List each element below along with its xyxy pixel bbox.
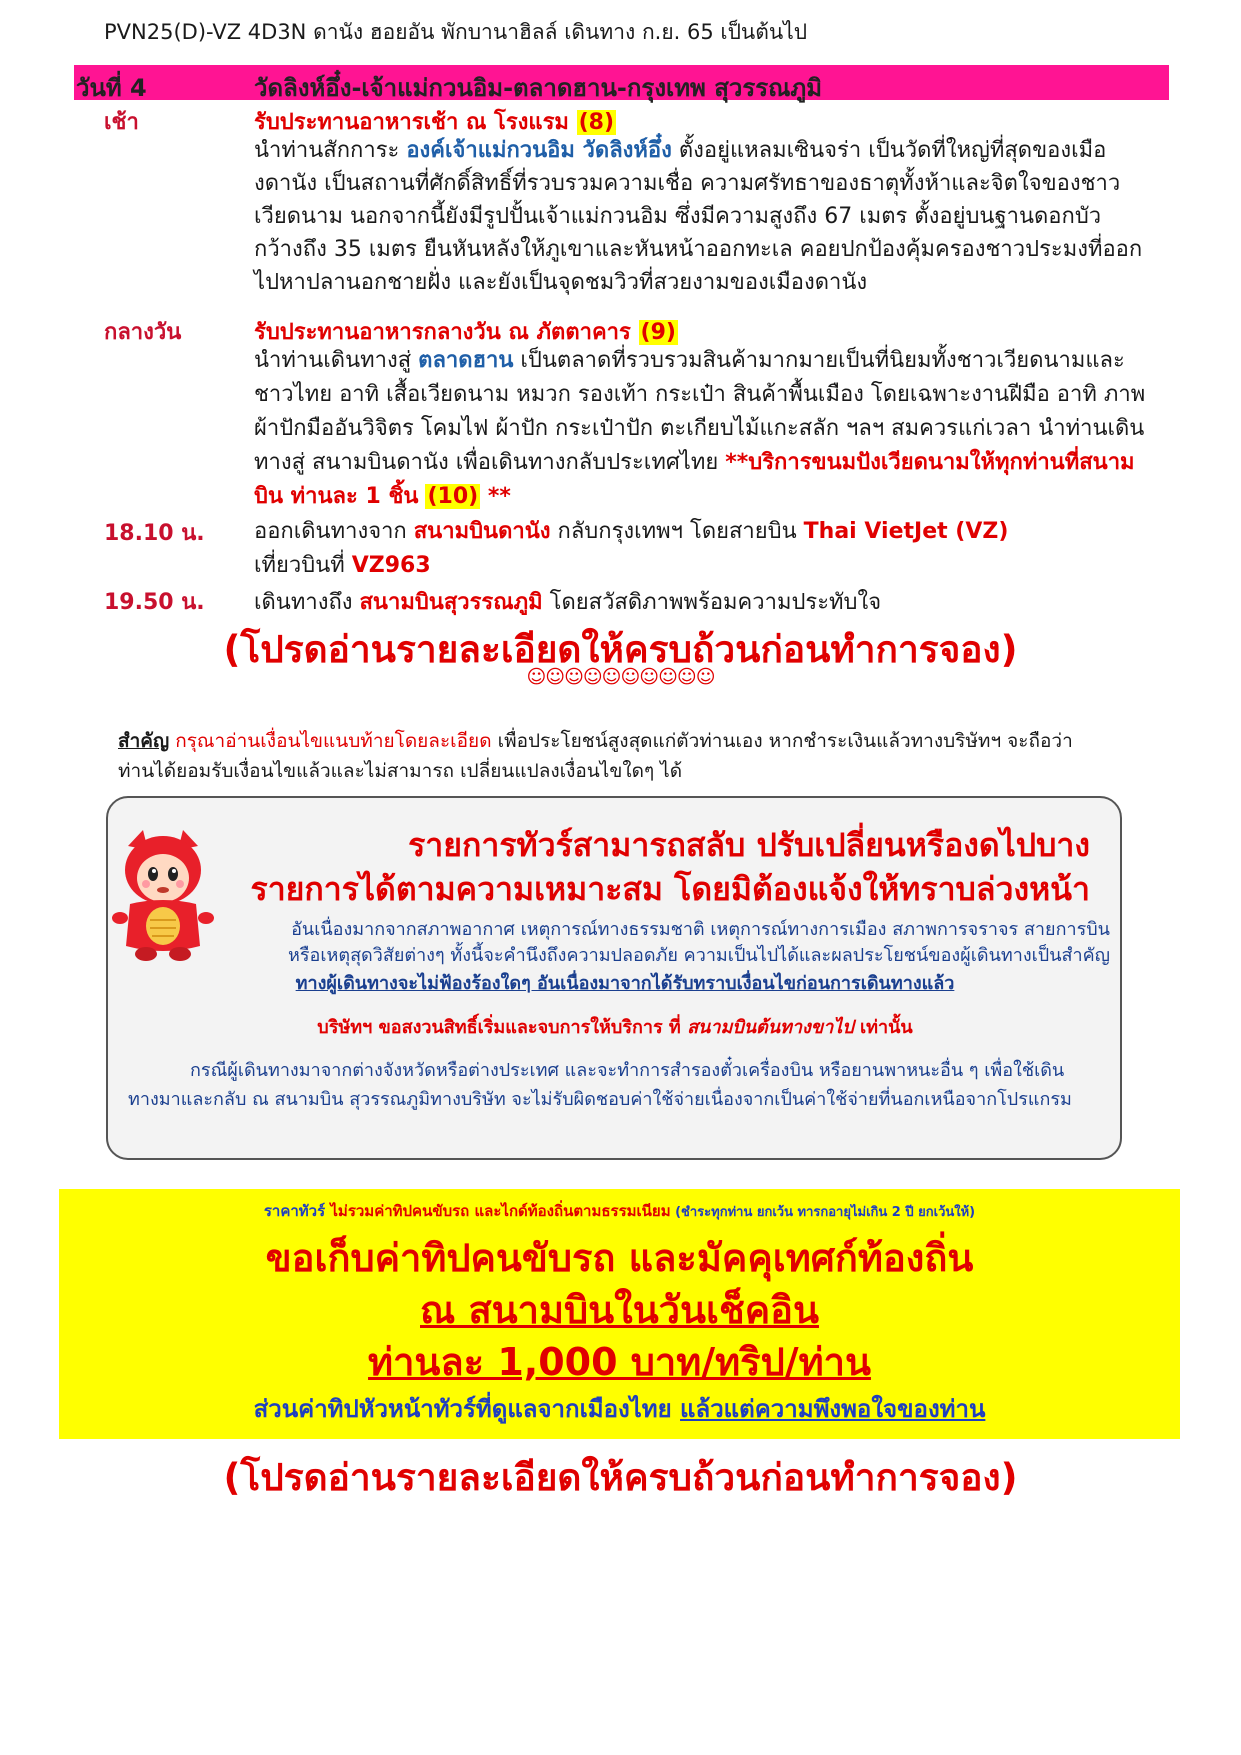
- lunch-paragraph: นำท่านเดินทางสู่ ตลาดฮาน เป็นตลาดที่รวบรวมสินค้ามากมายเป็นที่นิยมทั้งชาวเวียดนามและชาวไทย อาทิ เสื้อเวียดนาม หมวก รองเท้า กระเป๋า สินค้าพื้นเมือง โดยเฉพาะงานฝีมือ อาทิ ภาพผ้าปักมืออันวิจิตร โคมไฟ ผ้าปัก กระเป๋าปัก ตะเกียบไม้แกะสลัก ฯลฯ สมควรแก่เวลา นำท่านเดินทางสู่ สนามบินดานัง เพื่อเดินทางกลับประเทศไทย **บริการขนมปังเวียดนามให้ทุกท่านที่สนามบิน ท่านละ 1 ชิ้น (10) **: [254, 348, 1146, 509]
- box-line-2: หรือเหตุสุดวิสัยต่างๆ ทั้งนี้จะคำนึงถึงความปลอดภัย ความเป็นไปได้และผลประโยชน์ของผู้เดินทางเป็นสำคัญ: [288, 945, 1110, 966]
- doc-header: PVN25(D)-VZ 4D3N ดานัง ฮอยอัน พักบานาฮิลล์ เดินทาง ก.ย. 65 เป็นต้นไป: [104, 20, 808, 44]
- box-title-1: รายการทัวร์สามารถสลับ ปรับเปลี่ยนหรืองดไปบาง: [408, 826, 1090, 864]
- important-note: สำคัญ กรุณาอ่านเงื่อนไขแนบท้ายโดยละเอียด เพื่อประโยชน์สูงสุดแก่ตัวท่านเอง หากชำระเงินแล้วทางบริษัทฯ จะถือว่าท่านได้ยอมรับเงื่อนไขแล้วและไม่สามารถ เปลี่ยนแปลงเงื่อนไขใดๆ ได้: [118, 730, 1073, 782]
- box-paragraph: กรณีผู้เดินทางมาจากต่างจังหวัดหรือต่างประเทศ และจะทำการสำรองตั๋วเครื่องบิน หรือยานพาหนะอื่น ๆ เพื่อใช้เดินทางมาและกลับ ณ สนามบิน สุวรรณภูมิทางบริษัท จะไม่รับผิดชอบค่าใช้จ่ายเนื่องจากเป็นค่าใช้จ่ายที่นอกเหนือจากโปรแกรม: [128, 1060, 1072, 1110]
- morning-meal: รับประทานอาหารเช้า ณ โรงแรม (8): [254, 110, 615, 135]
- flight-number: VZ963: [351, 553, 431, 578]
- flight1-text: ออกเดินทางจาก สนามบินดานัง กลับกรุงเทพฯ โดยสายบิน Thai VietJet (VZ) เที่ยวบินที่ VZ963: [254, 519, 1009, 578]
- meal-number: (10): [427, 484, 479, 509]
- box-title-2: รายการได้ตามความเหมาะสม โดยมิต้องแจ้งให้ทราบล่วงหน้า: [250, 870, 1090, 908]
- place-highlight: ตลาดฮาน: [418, 348, 514, 373]
- airline-name: Thai VietJet (VZ): [803, 519, 1009, 544]
- flight2-time: 19.50 น.: [104, 590, 205, 615]
- box-line-3: ทางผู้เดินทางจะไม่ฟ้องร้องใดๆ อันเนื่องมาจากได้รับทราบเงื่อนไขก่อนการเดินทางแล้ว: [295, 973, 955, 994]
- read-notice: (โปรดอ่านรายละเอียดให้ครบถ้วนก่อนทำการจอง): [223, 628, 1018, 671]
- tip-last-line: ส่วนค่าทิปหัวหน้าทัวร์ที่ดูแลจากเมืองไทย แล้วแต่ความพึงพอใจของท่าน: [253, 1395, 986, 1423]
- box-line-1: อันเนื่องมากจากสภาพอากาศ เหตุการณ์ทางธรรมชาติ เหตุการณ์ทางการเมือง สภาพการจราจร สายการบิน: [291, 919, 1110, 940]
- meal-number: (9): [640, 320, 676, 345]
- lunch-meal: รับประทานอาหารกลางวัน ณ ภัตตาคาร (9): [254, 320, 676, 345]
- morning-label: เช้า: [104, 110, 139, 135]
- morning-paragraph: นำท่านสักการะ องค์เจ้าแม่กวนอิม วัดลิงห์อึ๋ง ตั้งอยู่แหลมเซินจร่า เป็นวัดที่ใหญ่ที่สุดของเมืองดานัง เป็นสถานที่ศักดิ์สิทธิ์ที่รวบรวมความเชื่อ ความศรัทธาของธาตุทั้งห้าและจิตใจของชาวเวียดนาม นอกจากนี้ยังมีรูปปั้นเจ้าแม่กวนอิม ซึ่งมีความสูงถึง 67 เมตร ตั้งอยู่บนฐานดอกบัว กว้างถึง 35 เมตร ยืนหันหลังให้ภูเขาและหันหน้าออกทะเล คอยปกป้องคุ้มครองชาวประมงที่ออกไปหาปลานอกชายฝั่ง และยังเป็นจุดชมวิวที่สวยงามของเมืองดานัง: [254, 138, 1143, 295]
- lunch-label: กลางวัน: [104, 320, 182, 345]
- smiley-row: ☺☺☺☺☺☺☺☺☺☺: [526, 666, 715, 688]
- tip-big-2: ณ สนามบินในวันเช็คอิน: [420, 1288, 819, 1332]
- day-title: วัดลิงห์อึ๋ง-เจ้าแม่กวนอิม-ตลาดฮาน-กรุงเทพ สุวรรณภูมิ: [254, 74, 823, 102]
- flight1-time: 18.10 น.: [104, 521, 205, 546]
- box-line-4: บริษัทฯ ขอสงวนสิทธิ์เริ่มและจบการให้บริการ ที่ สนามบินต้นทางขาไป เท่านั้น: [317, 1017, 913, 1038]
- tip-small-note: ราคาทัวร์ ไม่รวมค่าทิปคนขับรถ และไกด์ท้องถิ่นตามธรรมเนียม (ชำระทุกท่าน ยกเว้น ทารกอายุไม่เกิน 2 ปี ยกเว้นให้): [263, 1202, 976, 1220]
- tip-big-3: ท่านละ 1,000 บาท/ทริป/ท่าน: [368, 1340, 871, 1384]
- tip-box: [59, 1189, 1180, 1439]
- day-title-bar: [74, 65, 1169, 100]
- flight2-text: เดินทางถึง สนามบินสุวรรณภูมิ โดยสวัสดิภาพพร้อมความประทับใจ: [254, 590, 882, 615]
- place-highlight: องค์เจ้าแม่กวนอิม วัดลิงห์อึ๋ง: [406, 138, 672, 163]
- important-label: สำคัญ: [118, 730, 170, 752]
- day-label: วันที่ 4: [76, 74, 147, 102]
- meal-number: (8): [578, 110, 615, 135]
- read-notice-2: (โปรดอ่านรายละเอียดให้ครบถ้วนก่อนทำการจอง): [223, 1456, 1018, 1499]
- service-note: **บริการขนมปังเวียดนามให้ทุกท่านที่สนามบิน ท่านละ 1 ชิ้น: [254, 450, 1135, 509]
- tip-big-1: ขอเก็บค่าทิปคนขับรถ และมัคคุเทศก์ท้องถิ่น: [265, 1236, 974, 1280]
